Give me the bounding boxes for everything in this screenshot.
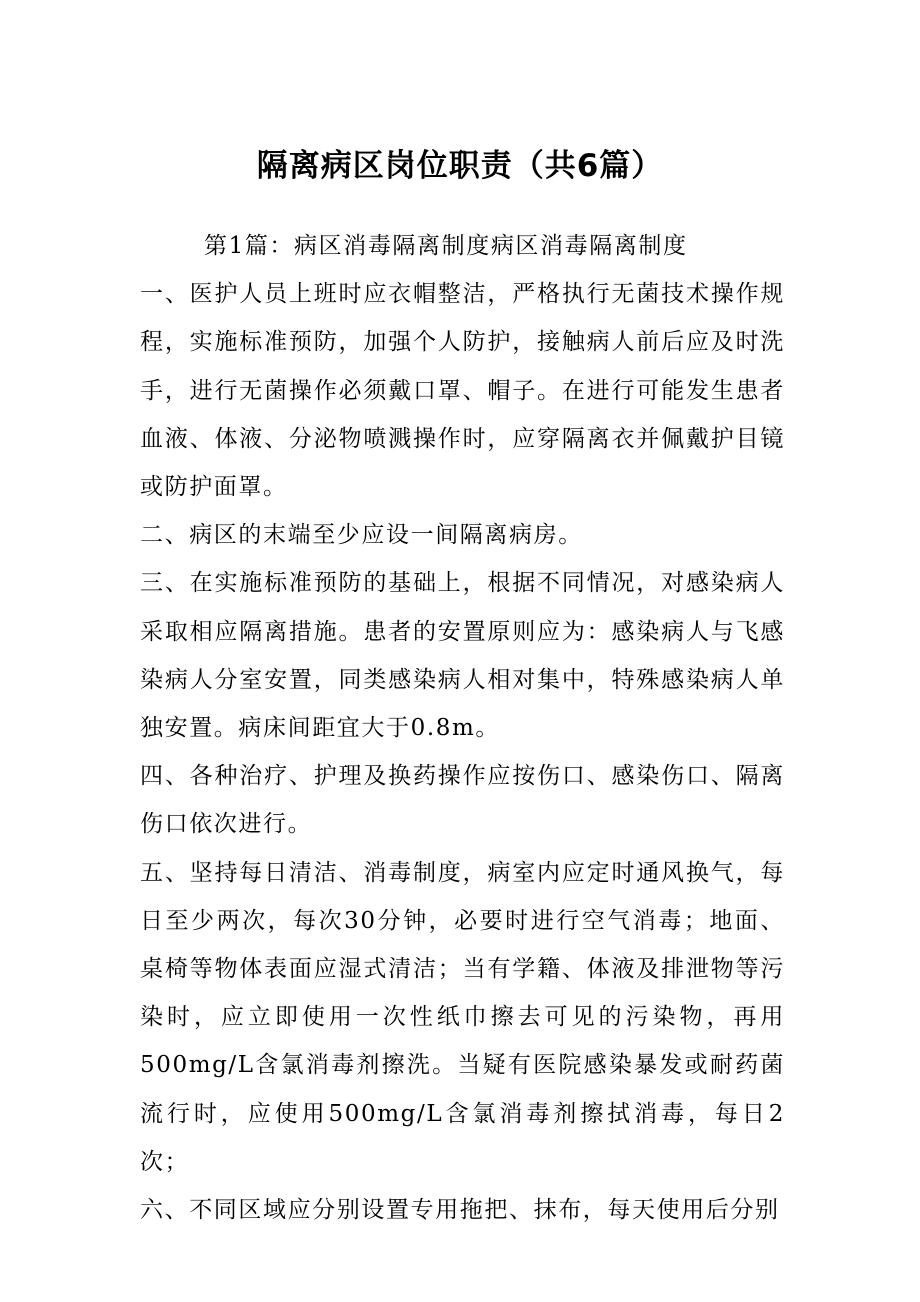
paragraph-3: 三、在实施标准预防的基础上，根据不同情况，对感染病人采取相应隔离措施。患者的安置原则应为：感染病人与飞感染病人分室安置，同类感染病人相对集中，特殊感染病人单独安置。病床间距宜大于0.8m。	[140, 570, 785, 742]
paragraph-1: 一、医护人员上班时应衣帽整洁，严格执行无菌技术操作规程，实施标准预防，加强个人防护，接触病人前后应及时洗手，进行无菌操作必须戴口罩、帽子。在进行可能发生患者血液、体液、分泌物喷溅操作时，应穿隔离衣并佩戴护目镜或防护面罩。	[140, 281, 785, 501]
section-heading: 第1篇：病区消毒隔离制度病区消毒隔离制度	[204, 233, 688, 259]
paragraph-2: 二、病区的末端至少应设一间隔离病房。	[140, 522, 583, 549]
paragraph-5: 五、坚持每日清洁、消毒制度，病室内应定时通风换气，每日至少两次，每次30分钟，必要时进行空气消毒；地面、桌椅等物体表面应湿式清洁；当有学籍、体液及排泄物等污染时，应立即使用一次性纸巾擦去可见的污染物，再用500mg/L含氯消毒剂擦洗。当疑有医院感染暴发或耐药菌流行时，应使用500mg/L含氯消毒剂擦拭消毒，每日2次；	[140, 859, 785, 1175]
document-body	[140, 222, 785, 1234]
document-title: 隔离病区岗位职责（共6篇）	[256, 148, 664, 184]
paragraph-4: 四、各种治疗、护理及换药操作应按伤口、感染伤口、隔离伤口依次进行。	[140, 763, 785, 838]
paragraph-6: 六、不同区域应分别设置专用拖把、抹布，每天使用后分别	[140, 1197, 780, 1224]
